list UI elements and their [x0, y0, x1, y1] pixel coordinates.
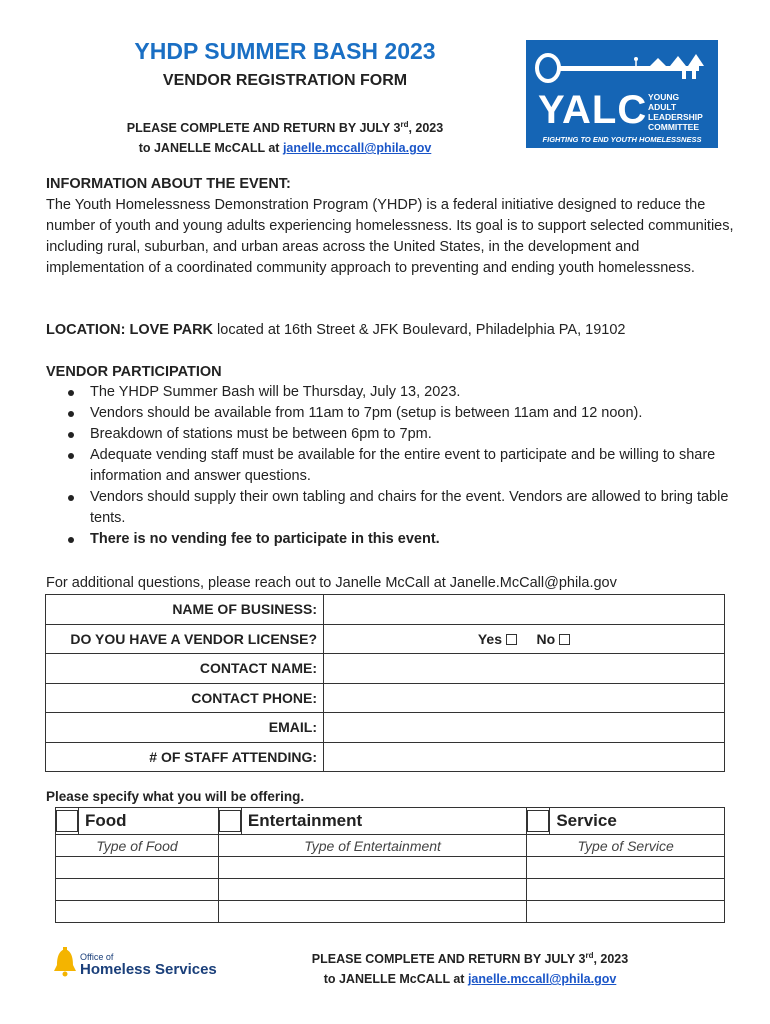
table-row	[56, 879, 725, 901]
deadline-to: to JANELLE McCALL at	[323, 972, 468, 987]
offering-table	[55, 807, 725, 923]
food-type-header: Type of Food	[56, 835, 219, 857]
email-link[interactable]: janelle.mccall@phila.gov	[282, 141, 432, 156]
entertainment-category: Entertainment	[241, 808, 526, 835]
email-link[interactable]: janelle.mccall@phila.gov	[467, 972, 617, 987]
list-item	[46, 529, 736, 550]
list-item	[46, 445, 736, 487]
logo-line: ADULT	[648, 102, 677, 112]
no-checkbox[interactable]	[559, 634, 570, 645]
yes-label: Yes	[477, 630, 502, 647]
deadline-sup: rd	[400, 120, 409, 129]
list-item	[46, 487, 736, 529]
table-row	[56, 808, 725, 835]
entertainment-type-header: Type of Entertainment	[218, 835, 526, 857]
location-label: LOCATION: LOVE PARK	[46, 322, 214, 338]
food-input[interactable]	[56, 857, 219, 879]
entertainment-input[interactable]	[218, 901, 526, 923]
food-checkbox[interactable]	[56, 808, 79, 835]
contact-name-input[interactable]	[324, 654, 725, 684]
list-item	[46, 382, 736, 403]
list-item-text: The YHDP Summer Bash will be Thursday, July 13, 2023.	[90, 384, 461, 400]
service-input[interactable]	[527, 879, 725, 901]
yes-checkbox[interactable]	[506, 634, 517, 645]
bullet-icon	[68, 432, 74, 438]
staff-input[interactable]	[324, 742, 725, 772]
about-heading: INFORMATION ABOUT THE EVENT:	[46, 176, 291, 192]
email-input[interactable]	[324, 713, 725, 743]
header-deadline	[80, 115, 490, 158]
bullet-icon	[68, 537, 74, 543]
list-item-text: Breakdown of stations must be between 6pm to 7pm.	[90, 426, 432, 442]
service-input[interactable]	[527, 901, 725, 923]
list-item-text: Adequate vending staff must be available for the entire event to participate and be willing to share information and answer questions.	[90, 447, 716, 484]
list-item	[46, 424, 736, 445]
deadline-to: to JANELLE McCALL at	[138, 141, 283, 156]
logo-name: YALC	[538, 88, 648, 132]
about-section	[46, 174, 736, 279]
page-title: YHDP SUMMER BASH 2023	[134, 38, 436, 64]
deadline-text: PLEASE COMPLETE AND RETURN BY JULY 3	[311, 952, 586, 967]
entertainment-input[interactable]	[218, 857, 526, 879]
staff-label: # OF STAFF ATTENDING:	[46, 742, 324, 772]
liberty-bell-icon	[52, 947, 78, 979]
logo-line: YOUNG	[648, 92, 680, 102]
contact-phone-input[interactable]	[324, 683, 725, 713]
business-input[interactable]	[324, 595, 725, 625]
deadline-year: , 2023	[408, 121, 444, 136]
vendor-info-table	[45, 594, 725, 772]
list-item-text: Vendors should be available from 11am to 7pm (setup is between 11am and 12 noon).	[90, 405, 643, 421]
no-label: No	[536, 630, 556, 647]
logo-subtext	[648, 92, 703, 132]
service-type-header: Type of Service	[527, 835, 725, 857]
logo-line: LEADERSHIP	[648, 112, 703, 122]
deadline-year: , 2023	[593, 952, 629, 967]
vendor-list	[46, 382, 736, 550]
service-category: Service	[550, 808, 725, 835]
contact-name-label: CONTACT NAME:	[46, 654, 324, 684]
license-options	[324, 624, 725, 654]
deadline-sup: rd	[585, 951, 594, 960]
table-row	[46, 683, 725, 713]
entertainment-checkbox[interactable]	[218, 808, 241, 835]
vendor-heading: VENDOR PARTICIPATION	[46, 364, 222, 380]
yalc-logo	[526, 40, 718, 148]
list-item-text: Vendors should supply their own tabling and chairs for the event. Vendors are allowed to bring table tents.	[90, 489, 729, 526]
ohs-logo	[52, 947, 232, 983]
table-row	[46, 713, 725, 743]
logo-line: COMMITTEE	[648, 122, 699, 132]
bullet-icon	[68, 390, 74, 396]
table-row	[56, 857, 725, 879]
email-label: EMAIL:	[46, 713, 324, 743]
table-row	[46, 742, 725, 772]
table-row	[56, 901, 725, 923]
questions-text: For additional questions, please reach out to Janelle McCall at Janelle.McCall@phila.gov	[46, 575, 617, 591]
key-icon	[532, 48, 712, 88]
bullet-icon	[68, 453, 74, 459]
service-checkbox[interactable]	[527, 808, 550, 835]
license-label: DO YOU HAVE A VENDOR LICENSE?	[46, 624, 324, 654]
list-item	[46, 403, 736, 424]
table-row	[46, 595, 725, 625]
contact-phone-label: CONTACT PHONE:	[46, 683, 324, 713]
location-section	[46, 320, 736, 341]
office-of-text: Office of	[80, 952, 114, 962]
food-input[interactable]	[56, 901, 219, 923]
location-text: located at 16th Street & JFK Boulevard, Philadelphia PA, 19102	[213, 322, 626, 338]
bullet-icon	[68, 411, 74, 417]
entertainment-input[interactable]	[218, 879, 526, 901]
about-text: The Youth Homelessness Demonstration Program (YHDP) is a federal initiative designed to reduce the number of youth and young adults experiencing homelessness. Its goal is to support selected communities, including rural, suburban, and urban areas across the United States, in the development and implementation of a coordinated community approach to preventing and ending youth homelessness.	[46, 197, 734, 276]
table-row	[46, 624, 725, 654]
service-input[interactable]	[527, 857, 725, 879]
food-category: Food	[79, 808, 219, 835]
offering-label: Please specify what you will be offering.	[46, 789, 305, 804]
homeless-services-text: Homeless Services	[80, 961, 217, 978]
business-label: NAME OF BUSINESS:	[46, 595, 324, 625]
deadline-text: PLEASE COMPLETE AND RETURN BY JULY 3	[126, 121, 401, 136]
form-subtitle: VENDOR REGISTRATION FORM	[162, 72, 408, 89]
bullet-icon	[68, 495, 74, 501]
footer-deadline	[280, 946, 660, 989]
table-row	[56, 835, 725, 857]
table-row	[46, 654, 725, 684]
list-item-text: There is no vending fee to participate in this event.	[90, 531, 440, 547]
food-input[interactable]	[56, 879, 219, 901]
logo-tagline: FIGHTING TO END YOUTH HOMELESSNESS	[542, 135, 702, 144]
